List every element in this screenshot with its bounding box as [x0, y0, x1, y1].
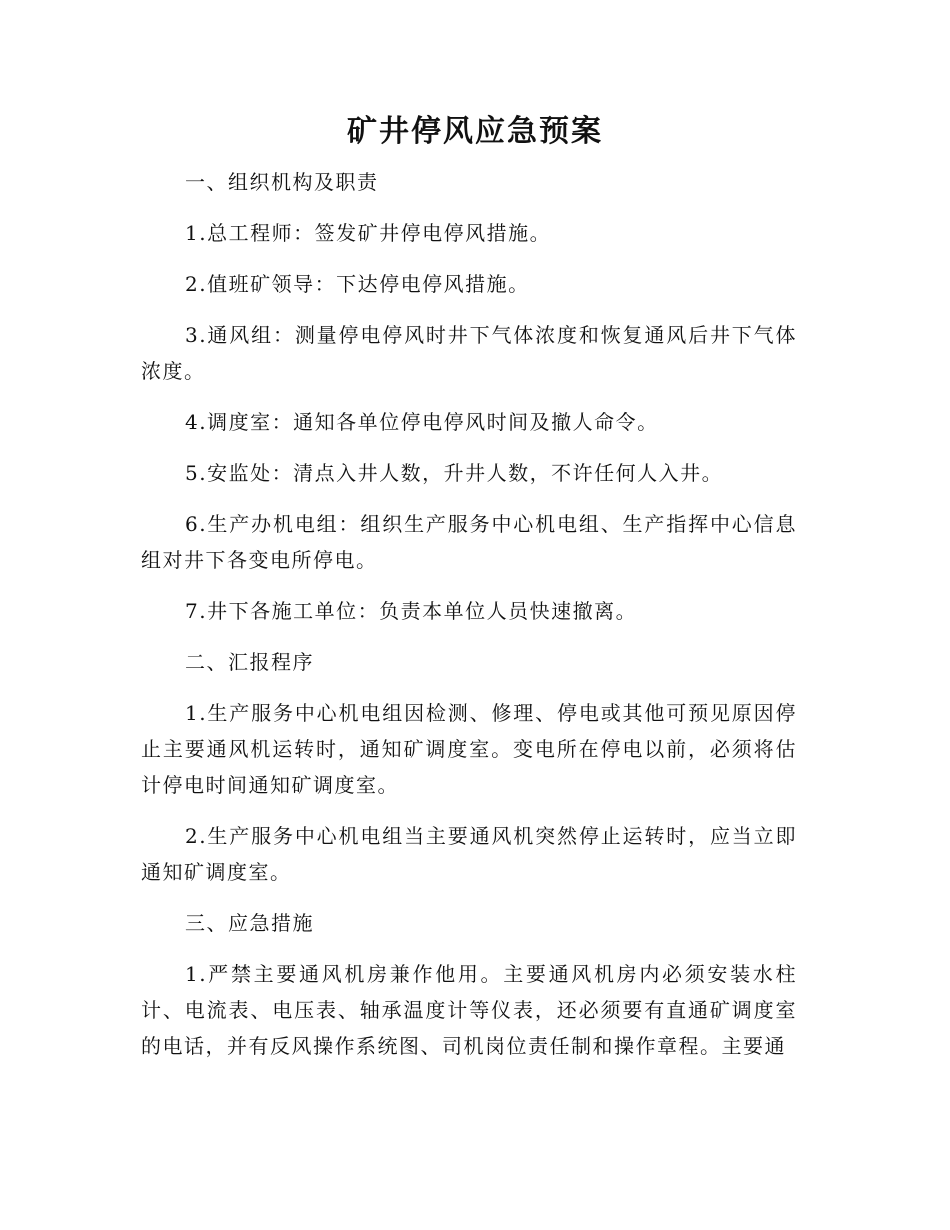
paragraph-construction-units: 7.井下各施工单位：负责本单位人员快速撤离。: [185, 599, 638, 623]
document-title: 矿井停风应急预案: [347, 114, 603, 149]
section-heading-reporting: 二、汇报程序: [185, 650, 314, 674]
section-heading-emergency-measures: 三、应急措施: [185, 911, 314, 935]
paragraph-ventilation-group: 3.通风组：测量停电停风时井下气体浓度和恢复通风后井下气体浓度。: [141, 323, 797, 383]
paragraph-chief-engineer: 1.总工程师：签发矿井停电停风措施。: [185, 221, 552, 245]
paragraph-duty-leader: 2.值班矿领导：下达停电停风措施。: [185, 272, 530, 296]
paragraph-electromechanical-group: 6.生产办机电组：组织生产服务中心机电组、生产指挥中心信息组对井下各变电所停电。: [141, 512, 797, 572]
paragraph-reporting-2: 2.生产服务中心机电组当主要通风机突然停止运转时，应当立即通知矿调度室。: [141, 824, 797, 884]
section-heading-organization: 一、组织机构及职责: [185, 170, 379, 194]
paragraph-reporting-1: 1.生产服务中心机电组因检测、修理、停电或其他可预见原因停止主要通风机运转时，通知矿调度室。变电所在停电以前，必须将估计停电时间通知矿调度室。: [141, 701, 797, 797]
paragraph-measures-1: 1.严禁主要通风机房兼作他用。主要通风机房内必须安装水柱计、电流表、电压表、轴承温度计等仪表，还必须要有直通矿调度室的电话，并有反风操作系统图、司机岗位责任制和操作章程。主要通: [141, 962, 797, 1058]
paragraph-safety-office: 5.安监处：清点入井人数，升井人数，不许任何人入井。: [185, 461, 724, 485]
document-body: [141, 164, 797, 1079]
paragraph-dispatch-room: 4.调度室：通知各单位停电停风时间及撤人命令。: [185, 410, 659, 434]
